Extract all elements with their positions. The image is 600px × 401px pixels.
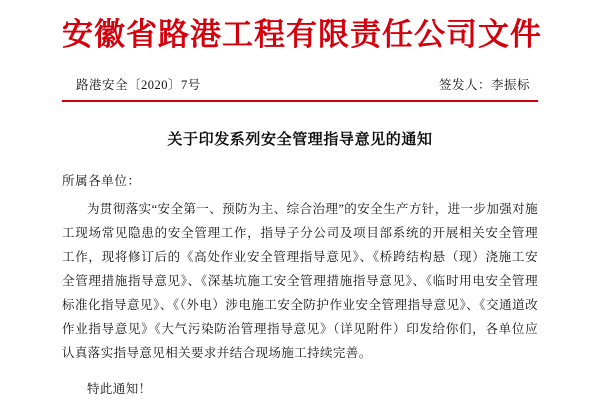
red-divider-rule xyxy=(62,100,538,102)
document-issuer: 签发人：李振标 xyxy=(438,77,530,92)
document-meta-row xyxy=(62,75,538,93)
document-paragraph-1: 为贯彻落实“安全第一、预防为主、综合治理”的安全生产方针，进一步加强对施工现场常见隐患的安全管理工作，指导子分公司及项目部系统的开展相关安全管理工作，现将修订后的《高处作业安全管理指导意见》、《桥跨结构悬（现）浇施工安全管理措施指导意见》、《深基坑施工安全管理措施指导意见》、《临时用电安全管理标准化指导意见》、《（外电）涉电施工安全防护作业安全管理指导意见》、《交通道改作业指导意见》《大气污染防治管理指导意见》（详见附件）印发给你们，各单位应认真落实指导意见相关要求并结合现场施工持续完善。 xyxy=(62,201,538,360)
document-paragraph-2: 特此通知！ xyxy=(87,382,152,397)
document-subject: 关于印发系列安全管理指导意见的通知 xyxy=(167,131,433,148)
document-number: 路港安全〔2020〕7号 xyxy=(76,77,201,92)
document-recipient: 所属各单位： xyxy=(62,173,141,188)
document-title: 安徽省路港工程有限责任公司文件 xyxy=(62,17,542,52)
